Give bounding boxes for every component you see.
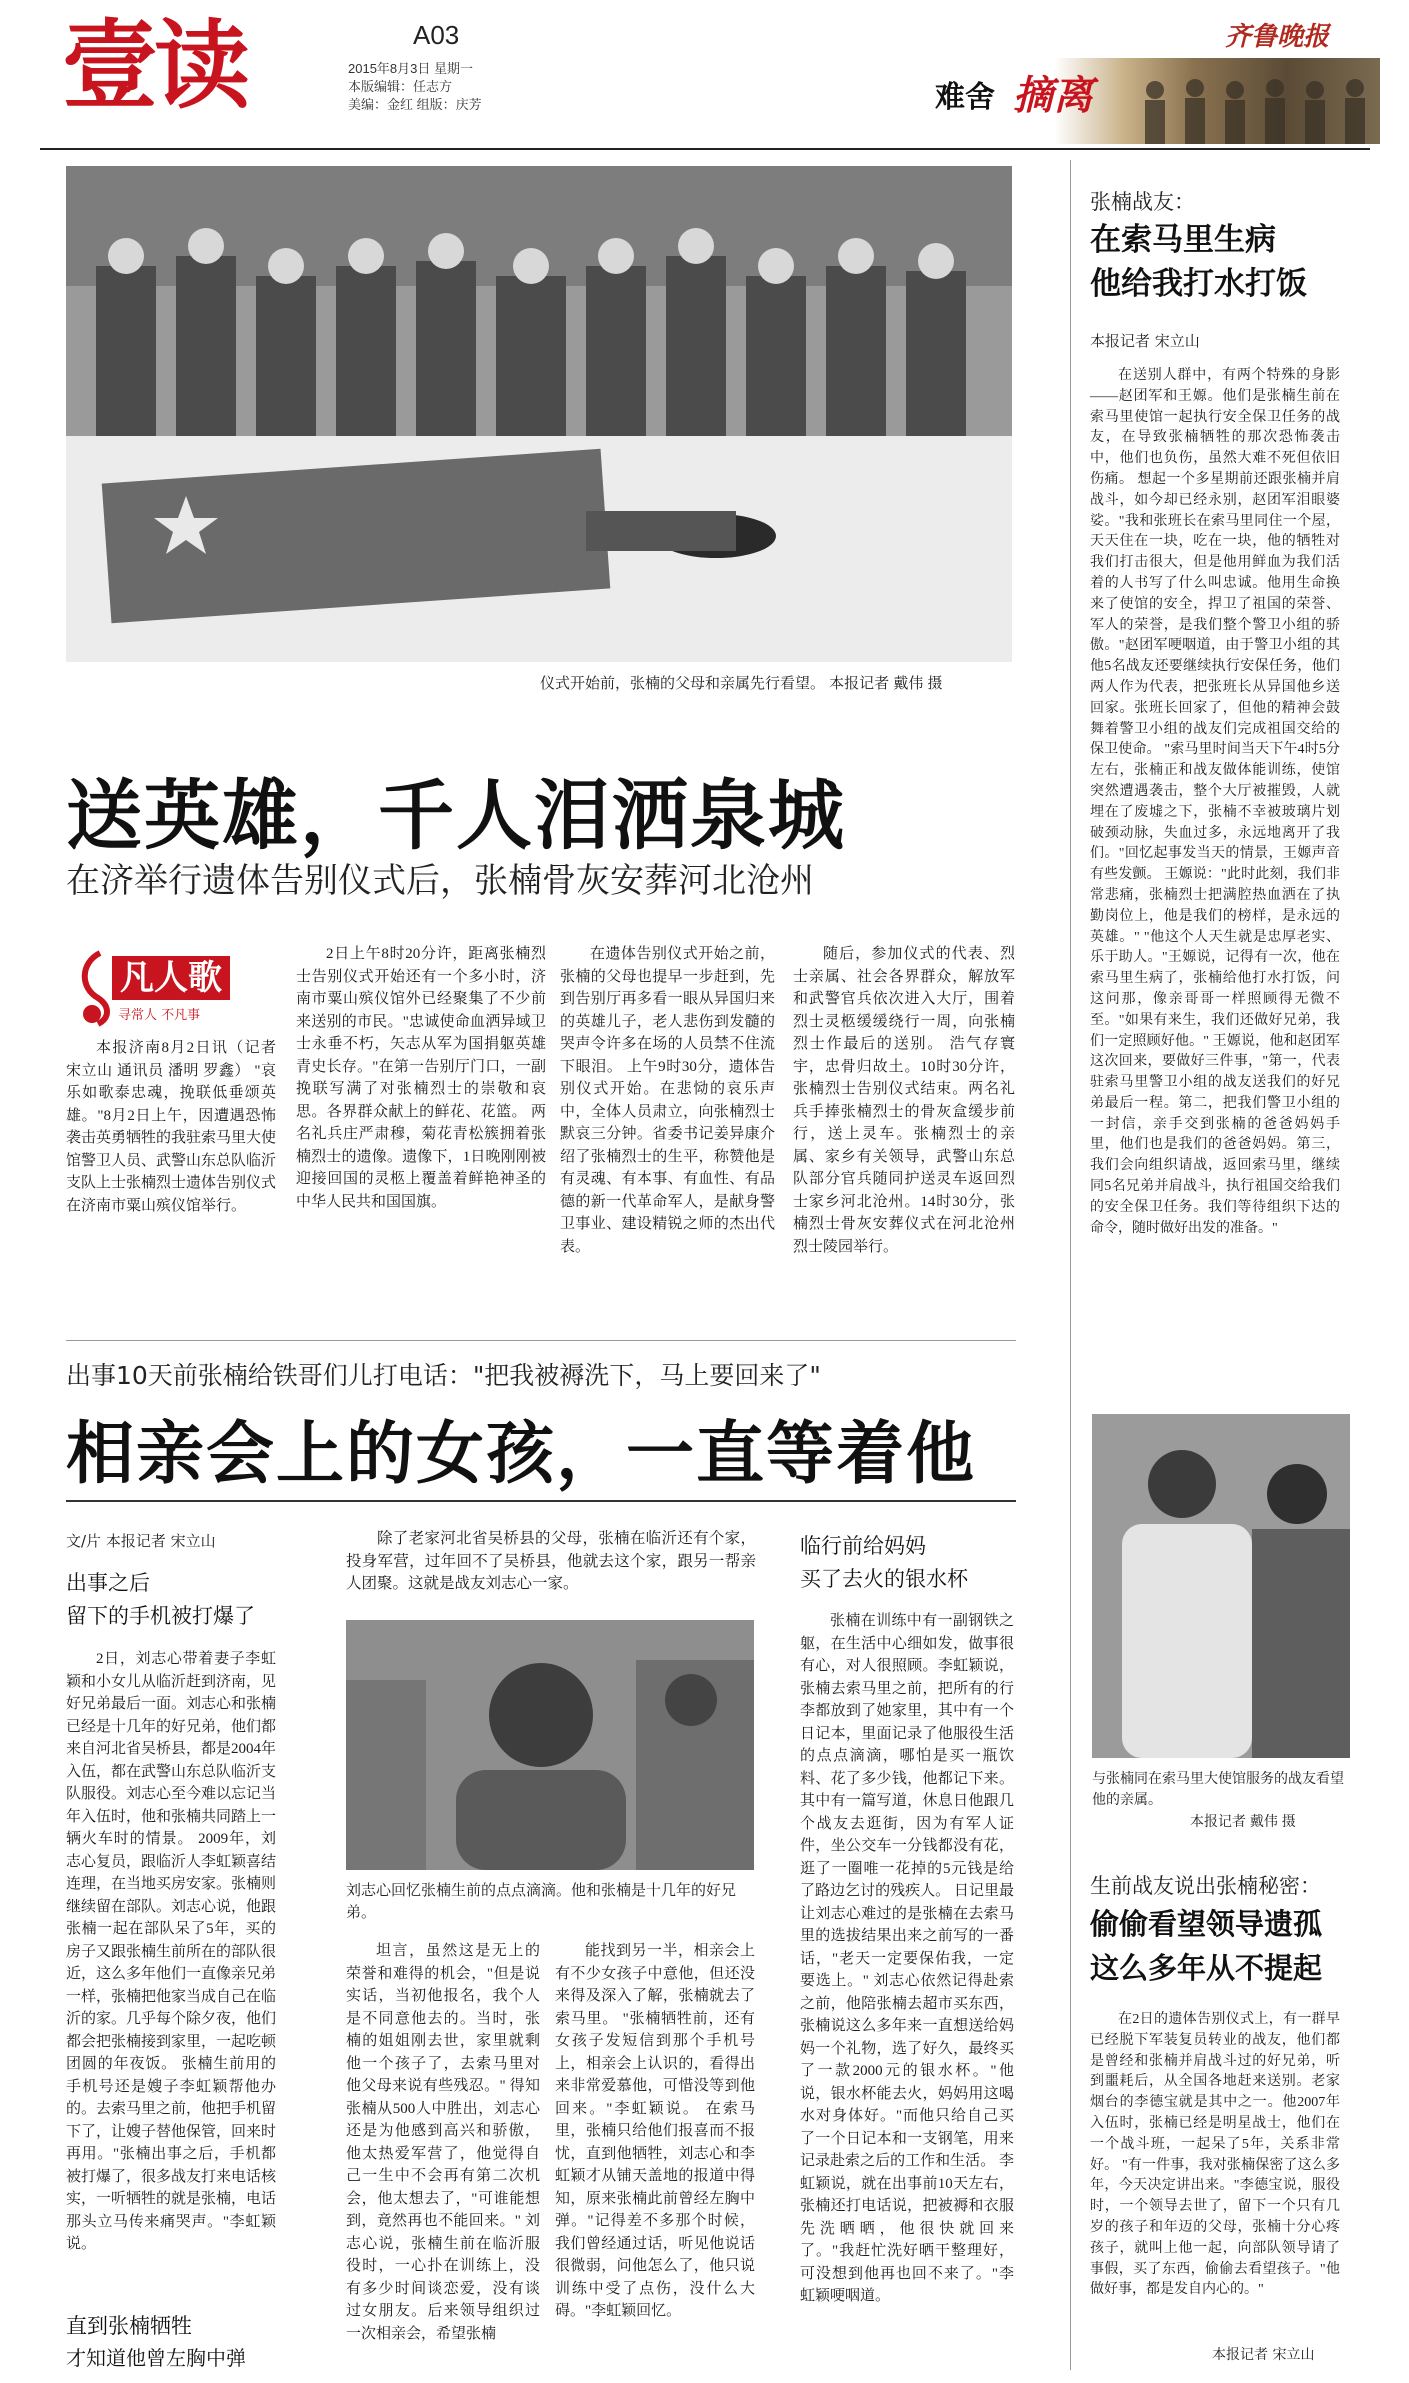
story-divider: [66, 1340, 1016, 1341]
story2-sub3b: 买了去火的银水杯: [800, 1567, 968, 1591]
newspaper-name: 齐鲁晚报: [1225, 22, 1330, 52]
story2-sub2: 直到张楠牺牲: [66, 2314, 192, 2338]
sidebar-photo-credit: 本报记者 戴伟 摄: [1190, 1813, 1296, 1829]
sidebar-kicker2: 生前战友说出张楠秘密：: [1090, 1874, 1321, 1898]
main-photo: [66, 166, 1012, 662]
story2-col1: 2日，刘志心带着妻子李虹颖和小女儿从临沂赶到济南，见好兄弟最后一面。刘志心和张楠已经是十几年的好兄弟，他们都来自河北省吴桥县，都是2004年入伍，都在武警山东总队临沂支队服役。刘志心至今难以忘记当年入伍时，他和张楠共同踏上一辆火车时的情景。 2009年，刘志心复员，跟临沂人李虹颖喜结连理，在当地买房安家。张楠则继续留在部队。刘志心说，他跟张楠一起在部队呆了5年，买的房子又跟张楠生前所在的部队很近，这么多年他们一直像亲兄弟一样，张楠把他家当成自己在临沂的家。几乎每个除夕夜，他们都会把张楠接到家里，一起吃顿团圆的年夜饭。 张楠生前用的手机号还是嫂子李虹颖帮他办的。去索马里之前，他把手机留下了，让嫂子替他保管，回来时再用。"张楠出事之后，手机都被打爆了，很多战友打来电话核实，一听牺牲的就是张楠，电话那头立马传来痛哭声。"李虹颖说。: [66, 1651, 277, 2252]
editor-credit: 本版编辑：任志方: [348, 79, 453, 94]
story1-headline: 送英雄，千人泪洒泉城: [66, 771, 846, 860]
design-credit: 美编：金红 组版：庆芳: [348, 97, 482, 112]
main-photo-caption: 仪式开始前，张楠的父母和亲属先行看望。 本报记者 戴伟 摄: [540, 675, 943, 692]
column-title-small: 难舍: [935, 80, 995, 115]
section-logo: 壹读: [62, 9, 246, 122]
badge-subtitle: 寻常人 不凡事: [118, 1008, 201, 1023]
issue-date: 2015年8月3日 星期一: [348, 61, 473, 76]
story1-subhead: 在济举行遗体告别仪式后，张楠骨灰安葬河北沧州: [66, 861, 814, 901]
column-badge: [70, 948, 260, 1028]
story2-byline: 文/片 本报记者 宋立山: [66, 1532, 216, 1550]
story2-photo: [346, 1620, 754, 1870]
sidebar-title2-line2: 这么多年从不提起: [1090, 1951, 1323, 1985]
sidebar-byline2: 本报记者 宋立山: [1212, 2347, 1315, 2363]
sidebar-kicker: 张楠战友：: [1090, 190, 1195, 214]
story2-sub1: 出事之后: [66, 1571, 150, 1595]
sidebar-body: 在送别人群中，有两个特殊的身影——赵团军和王嫄。他们是张楠生前在索马里使馆一起执行安全保卫任务的战友，在导致张楠牺牲的那次恐怖袭击中，他们也负伤，虽然大难不死但依旧伤痛。 想起一个多星期前还跟张楠并肩战斗，如今却已经永别，赵团军泪眼婆娑。"我和张班长在索马里同住一个屋，天天住在一块，吃在一块，他的牺牲对我们打击很大，但是他用鲜血为我们活着的人书写了什么叫忠诚。他用生命换来了使馆的安全，捍卫了祖国的荣誉、军人的荣誉，是我们整个警卫小组的骄傲。"赵团军哽咽道，由于警卫小组的其他5名战友还要继续执行安保任务，他们两人作为代表，把张班长从异国他乡送回家。张班长回家了，但他的精神会鼓舞着警卫小组的战友们完成祖国交给的保卫使命。 "索马里时间当天下午4时5分左右，张楠正和战友做体能训练，使馆突然遭遇袭击，整个大厅被摧毁，人就埋在了废墟之下，张楠不幸被玻璃片划破颈动脉，失血过多，永远地离开了我们。"回忆起事发当天的情景，王嫄声音有些发颤。 王嫄说："此时此刻，我们非常悲痛，张楠烈士把满腔热血洒在了执勤岗位上，他是我们的榜样，是永远的英雄。" "他这个人天生就是忠厚老实、乐于助人。"王嫄说，记得有一次，他在索马里生病了，张楠给他打水打饭，问这问那，像亲哥哥一样照顾得无微不至。"如果有来生，我们还做好兄弟，我们一定照顾好他。" 王嫄说，他和赵团军这次回来，要做好三件事，"第一，代表驻索马里警卫小组的战友送我们的好兄弟最后一程。第二，把我们警卫小组的一封信，亲手交到张楠的爸爸妈妈手里，他们也是我们的爸爸妈妈。第三，我们会向组织请战，返回索马里，继续同5名兄弟并肩战斗，执行祖国交给我们的安全保卫任务。我们等待组织下达的命令，随时做好出发的准备。": [1090, 368, 1340, 1236]
story2-headline: 相亲会上的女孩，一直等着他: [66, 1415, 977, 1494]
story1-col1: 本报济南8月2日讯（记者 宋立山 通讯员 潘明 罗鑫） "哀乐如歌泰忠魂，挽联低垂颂英雄。"8月2日上午，因遭遇恐怖袭击英勇牺牲的我驻索马里大使馆警卫人员、武警山东总队临沂支队上士张楠烈士遗体告别仪式在济南市粟山殡仪馆举行。: [66, 1040, 277, 1214]
story1-col4: 随后，参加仪式的代表、烈士亲属、社会各界群众，解放军和武警官兵依次进入大厅，围着烈士灵柩缓缓绕行一周，向张楠烈士作最后的送别。 浩气存寰宇，忠骨归故土。10时30分许，张楠烈士告别仪式结束。两名礼兵手捧张楠烈士的骨灰盒缓步前行，送上灵车。张楠烈士的亲属、家乡有关领导，武警山东总队部分官兵随同护送灵车返回烈士家乡河北沧州。14时30分，张楠烈士骨灰安葬仪式在河北沧州烈士陵园举行。: [793, 946, 1015, 1255]
sidebar-title2-line1: 偷偷看望领导遗孤: [1090, 1907, 1323, 1941]
ceremony-photo-illustration: [66, 166, 1012, 662]
story2-col2: 坦言，虽然这是无上的荣誉和难得的机会，"但是说实话，当初他报名，我个人是不同意他去的。当时，张楠的姐姐刚去世，家里就剩他一个孩子了，去索马里对他父母来说有些残忍。" 得知张楠从500人中胜出，刘志心还是为他感到高兴和骄傲，他太热爱军营了，他觉得自己一生中不会再有第二次机会，他太想去了，"可谁能想到，竟然再也不能回来。" 刘志心说，张楠生前在临沂服役时，一心扑在训练上，没有多少时间谈恋爱，没有谈过女朋友。后来领导组织过一次相亲会，希望张楠: [346, 1943, 540, 2342]
masthead-rule: [40, 148, 1370, 150]
story2-lead: 除了老家河北省吴桥县的父母，张楠在临沂还有个家，投身军营，过年回不了吴桥县，他就去这个家，跟另一帮亲人团聚。这就是战友刘志心一家。: [346, 1530, 756, 1592]
sidebar-byline: 本报记者 宋立山: [1090, 332, 1200, 350]
story2-col3: 能找到另一半，相亲会上有不少女孩子中意他，但还没来得及深入了解，张楠就去了索马里。 "张楠牺牲前，还有女孩子发短信到那个手机号上，相亲会上认识的，看得出来非常爱慕他，可惜没等到他回来。"李虹颖说。 在索马里，张楠只给他们报喜而不报忧，直到他牺牲，刘志心和李虹颖才从铺天盖地的报道中得知，原来张楠此前曾经左胸中弹。"记得差不多那个时候，我们曾经通过话，听见他说话很微弱，问他怎么了，他只说训练中受了点伤，没什么大碍。"李虹颖回忆。: [555, 1943, 755, 2319]
column-title-big: 摘离: [1013, 73, 1093, 119]
story2-photo-caption: 刘志心回忆张楠生前的点点滴滴。他和张楠是十几年的好兄弟。: [346, 1882, 737, 1921]
column-banner: [915, 58, 1380, 144]
page-number: A03: [413, 20, 460, 50]
story2-kicker: 出事10天前张楠给铁哥们儿打电话："把我被褥洗下，马上要回来了": [66, 1361, 821, 1390]
story1-col3: 在遗体告别仪式开始之前，张楠的父母也提早一步赶到，先到告别厅再多看一眼从异国归来的英雄儿子，老人悲伤到发髓的哭声令许多在场的人员禁不住流下眼泪。 上午9时30分，遗体告别仪式开始。在悲恸的哀乐声中，全体人员肃立，向张楠烈士默哀三分钟。省委书记姜异康介绍了张楠烈士的生平，称赞他是有灵魂、有本事、有血性、有品德的新一代革命军人，是献身警卫事业、建设精锐之师的杰出代表。: [560, 946, 775, 1255]
story2-col4: 张楠在训练中有一副钢铁之躯，在生活中心细如发，做事很有心，对人很照顾。李虹颖说，张楠去索马里之前，把所有的行李都放到了她家里，其中有一个日记本，里面记录了他服役生活的点点滴滴，哪怕是买一瓶饮料、花了多少钱，他都记下来。其中有一篇写道，休息日他跟几个战友去逛街，因为有军人证件，坐公交车一分钱都没有花，逛了一圈唯一花掉的5元钱是给了路边乞讨的残疾人。 日记里最让刘志心难过的是张楠在去索马里的选拔结果出来之前写的一番话，"老天一定要保佑我，一定要选上。" 刘志心依然记得赴索之前，他陪张楠去超市买东西，张楠说这么多年来一直想送给妈妈一个礼物，选了好久，最终买了一款2000元的银水杯。"他说，银水杯能去火，妈妈用这喝水对身体好。"而他只给自己买了一个日记本和一支钢笔，用来记录赴索之后的工作和生活。 李虹颖说，就在出事前10天左右，张楠还打电话说，把被褥和衣服先洗晒晒，他很快就回来了。"我赶忙洗好晒干整理好，可没想到他再也回不来了。"李虹颖哽咽道。: [800, 1613, 1014, 2304]
badge-title: 凡人歌: [112, 956, 230, 1000]
sidebar-photo-caption: 与张楠同在索马里大使馆服务的战友看望他的亲属。: [1092, 1770, 1344, 1807]
story2-sub1b: 留下的手机被打爆了: [66, 1604, 255, 1628]
portrait-photo-illustration: [346, 1620, 754, 1870]
story1-col2: 2日上午8时20分许，距离张楠烈士告别仪式开始还有一个多小时，济南市粟山殡仪馆外已经聚集了不少前来送别的市民。"忠诚使命血洒异域卫士永垂不朽，矢志从军为国捐躯英雄青史长存。"在第一告别厅门口，一副挽联写满了对张楠烈士的崇敬和哀思。各界群众献上的鲜花、花篮。 两名礼兵庄严肃穆，菊花青松簇拥着张楠烈士的遗像。遗像下，1日晚刚刚被迎接回国的灵柩上覆盖着鲜艳神圣的中华人民共和国国旗。: [296, 946, 546, 1210]
story2-sub3: 临行前给妈妈: [800, 1534, 926, 1558]
story2-sub2b: 才知道他曾左胸中弹: [66, 2346, 246, 2370]
sidebar-photo: [1092, 1414, 1350, 1758]
sidebar-title-line1: 在索马里生病: [1090, 222, 1276, 258]
sidebar-divider: [1070, 160, 1071, 2370]
sidebar-body2: 在2日的遗体告别仪式上，有一群早已经脱下军装复员转业的战友，他们都是曾经和张楠并肩战斗过的好兄弟，听到噩耗后，从全国各地赶来送别。老家烟台的李德宝就是其中之一。他2007年入伍时，张楠已经是明星战士，他们在一个战斗班，一起呆了5年，关系非常好。 "有一件事，我对张楠保密了这么多年，今天决定讲出来。"李德宝说，服役时，一个领导去世了，留下一个只有几岁的孩子和年迈的父母，张楠十分心疼孩子，就叫上他一起，向部队领导请了事假，买了东西，偷偷去看望孩子。"他做好事，都是发自内心的。": [1090, 2012, 1340, 2298]
story2-rule: [66, 1500, 1016, 1502]
sidebar-title-line2: 他给我打水打饭: [1090, 266, 1307, 302]
soldiers-graphic: [1135, 68, 1375, 144]
comrades-photo-illustration: [1092, 1414, 1350, 1758]
